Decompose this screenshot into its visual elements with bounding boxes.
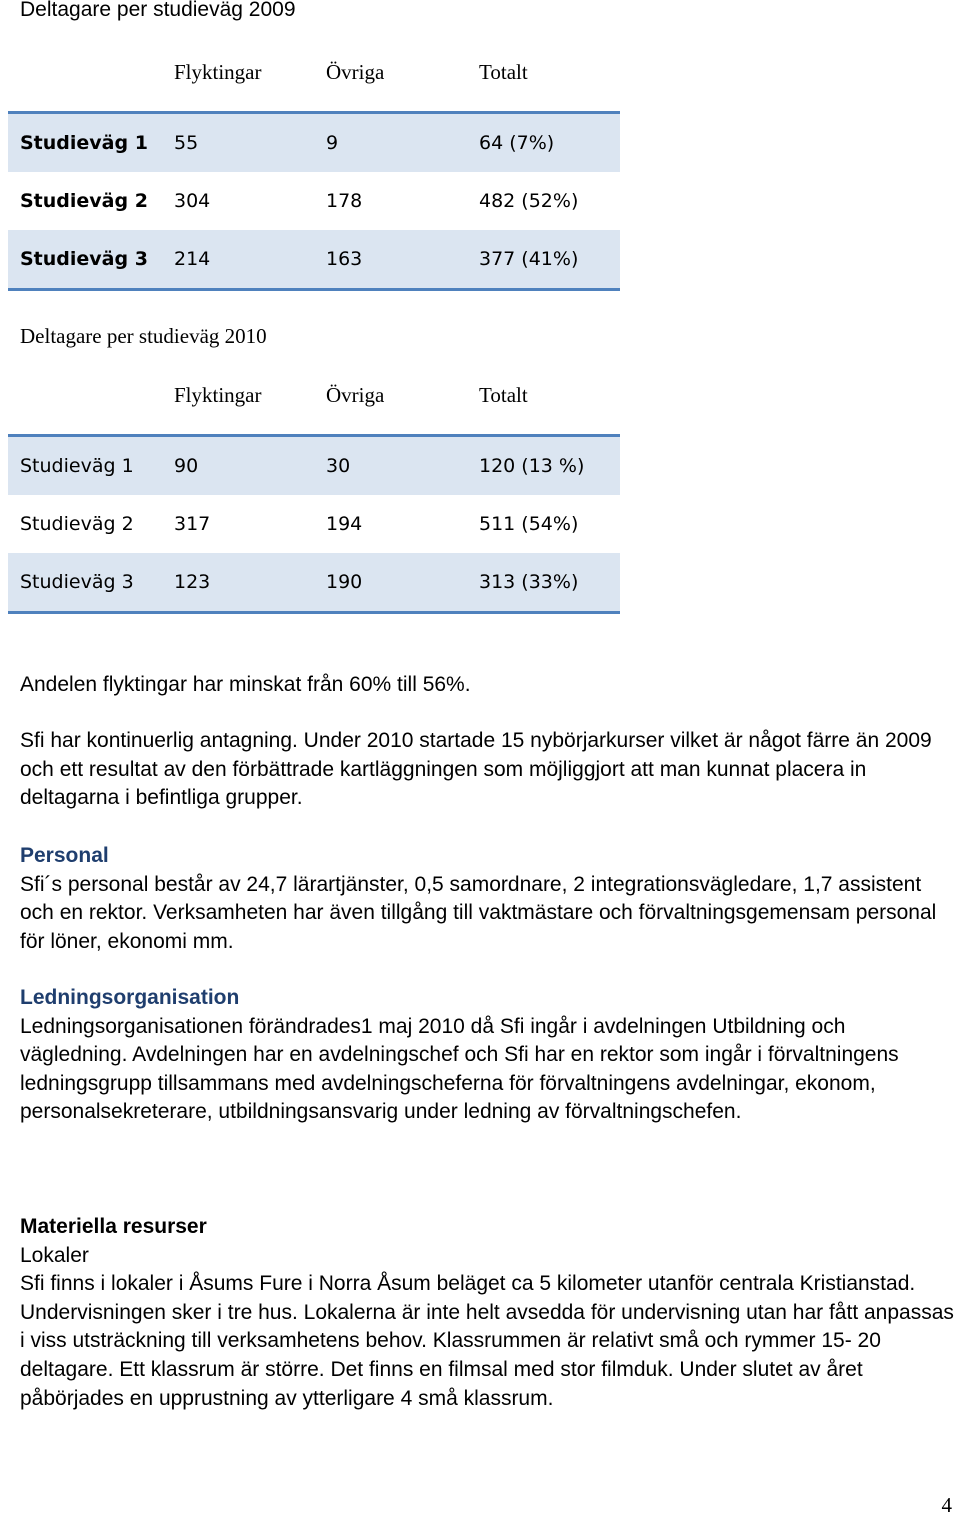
cell-flyktingar: 304 (174, 190, 211, 212)
cell-ovriga: 194 (326, 513, 363, 535)
table-row (8, 495, 620, 553)
column-header-totalt: Totalt (479, 60, 528, 84)
cell-ovriga: 190 (326, 571, 363, 593)
column-header-totalt: Totalt (479, 383, 528, 407)
table-2010-column-headers (0, 381, 620, 409)
cell-totalt: 377 (41%) (479, 248, 579, 270)
section-materiella-resurser (20, 1213, 955, 1413)
ledning-text: Ledningsorganisationen förändrades1 maj 2010 då Sfi ingår i avdelningen Utbildning och vägledning. Avdelningen har en avdelningschef och Sfi har en rektor som ingår i förvaltningens ledningsgrupp tillsammans med avdelningscheferna för förvaltningens avdelningar, ekonom, personalsekreterare, utbildningsansvarig under ledning av förvaltningschefen. (20, 1014, 899, 1124)
table-2009-heading: Deltagare per studieväg 2009 (20, 0, 296, 21)
cell-ovriga: 178 (326, 190, 363, 212)
cell-flyktingar: 123 (174, 571, 211, 593)
cell-flyktingar: 214 (174, 248, 211, 270)
row-label: Studieväg 3 (20, 571, 134, 593)
materiella-heading: Materiella resurser (20, 1215, 207, 1238)
cell-flyktingar: 317 (174, 513, 211, 535)
row-label: Studieväg 3 (20, 248, 148, 270)
sfi-antagning-text: Sfi har kontinuerlig antagning. Under 2010 startade 15 nybörjarkurser vilket är något färre än 2009 och ett resultat av den förbättrade kartläggningen som möjliggjort att man kunnat placera in deltagarna i befintliga grupper. (20, 729, 932, 810)
section-ledningsorganisation (20, 984, 955, 1127)
materiella-text: Sfi finns i lokaler i Åsums Fure i Norra Åsum beläget ca 5 kilometer utanför centrala Kristianstad. Undervisningen sker i tre hus. Lokalerna är inte helt avsedda för undervisning utan har fått anpassas i viss utsträckning till verksamhetens behov. Klassrummen är relativt små och rymmer 15- 20 deltagare. Ett klassrum är större. Det finns en filmsal med stor filmduk. Under slutet av året påbörjades en upprustning av ytterligare 4 små klassrum. (20, 1272, 954, 1410)
table-row (8, 230, 620, 288)
column-header-ovriga: Övriga (326, 60, 385, 84)
table-row (8, 172, 620, 230)
row-label: Studieväg 2 (20, 190, 148, 212)
cell-flyktingar: 55 (174, 132, 199, 154)
cell-totalt: 482 (52%) (479, 190, 579, 212)
cell-totalt: 313 (33%) (479, 571, 579, 593)
lokaler-subheading: Lokaler (20, 1243, 89, 1267)
table-2010-heading: Deltagare per studieväg 2010 (20, 324, 267, 348)
personal-text: Sfi´s personal består av 24,7 lärartjänster, 0,5 samordnare, 2 integrationsvägledare, 1,7 assistent och en rektor. Verksamheten har även tillgång till vaktmästare och förvaltningsgemensam personal för löner, ekonomi mm. (20, 872, 937, 953)
cell-totalt: 120 (13 %) (479, 455, 585, 477)
personal-heading: Personal (20, 844, 109, 867)
column-header-ovriga: Övriga (326, 383, 385, 407)
table-row (8, 437, 620, 495)
row-label: Studieväg 1 (20, 455, 134, 477)
page-number: 4 (941, 1493, 952, 1517)
table-2009-column-headers (0, 58, 620, 86)
paragraph-andelen (20, 671, 955, 700)
column-header-flyktingar: Flyktingar (174, 60, 262, 84)
cell-totalt: 64 (7%) (479, 132, 555, 154)
cell-ovriga: 30 (326, 455, 351, 477)
andelen-text: Andelen flyktingar har minskat från 60% till 56%. (20, 673, 471, 696)
column-header-flyktingar: Flyktingar (174, 383, 262, 407)
ledning-heading: Ledningsorganisation (20, 986, 240, 1009)
row-label: Studieväg 1 (20, 132, 148, 154)
cell-ovriga: 163 (326, 248, 363, 270)
section-personal (20, 842, 955, 956)
cell-ovriga: 9 (326, 132, 339, 154)
table-2010 (8, 434, 620, 614)
table-row (8, 553, 620, 611)
cell-totalt: 511 (54%) (479, 513, 579, 535)
table-2009 (8, 111, 620, 291)
paragraph-sfi-antagning (20, 727, 955, 813)
table-row (8, 114, 620, 172)
row-label: Studieväg 2 (20, 513, 134, 535)
cell-flyktingar: 90 (174, 455, 199, 477)
